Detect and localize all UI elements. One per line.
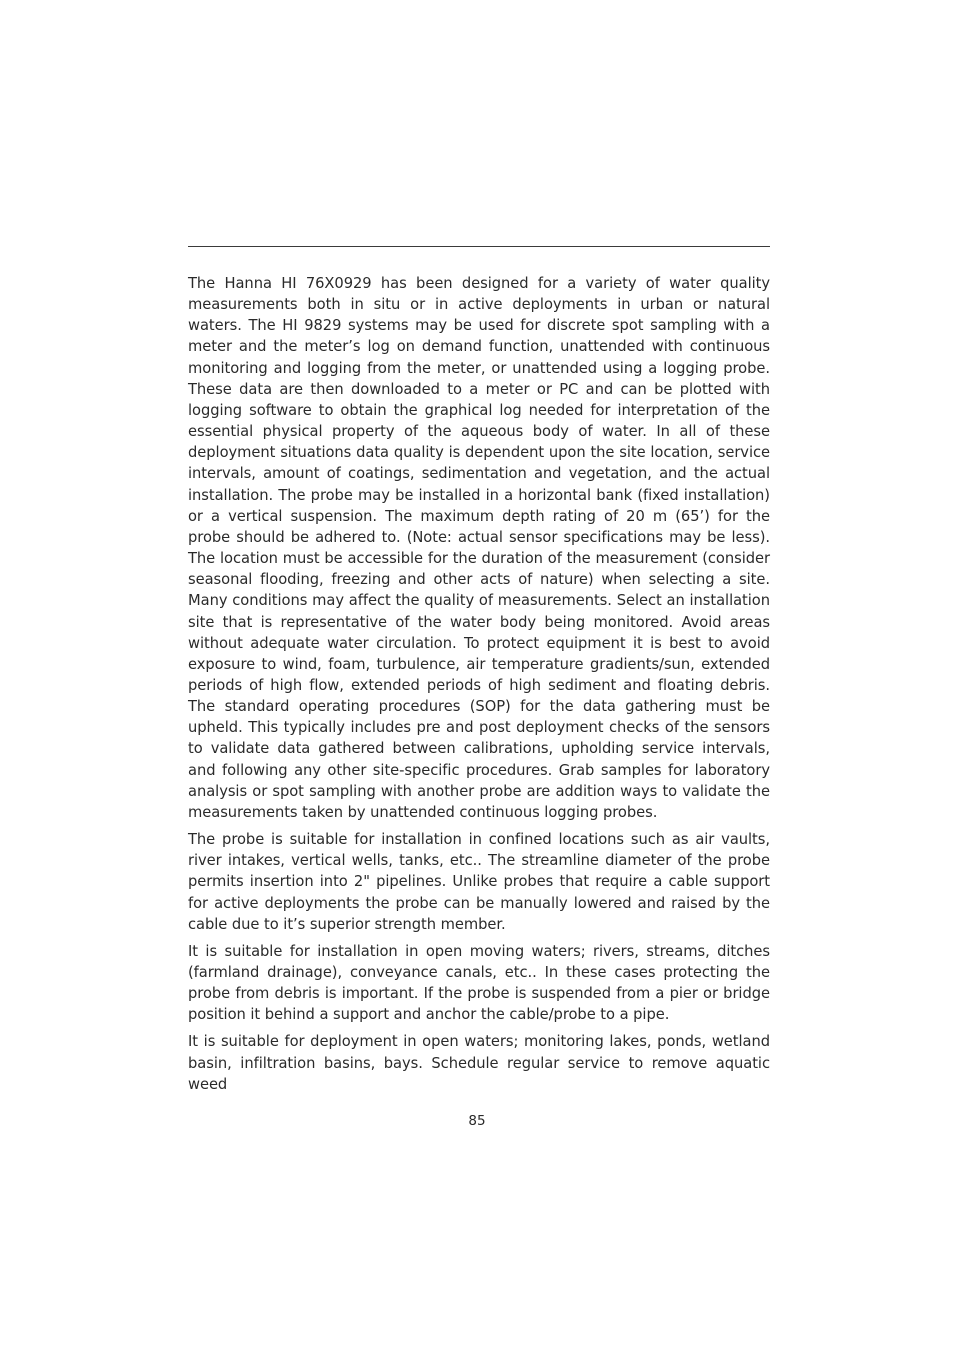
header-rule — [188, 246, 770, 247]
page-number: 85 — [468, 1113, 486, 1129]
body-text — [188, 273, 770, 1101]
paragraph-3: It is suitable for installation in open moving waters; rivers, streams, ditches (farmland drainage), conveyance canals, etc.. In these cases protecting the probe from debris is important. If the probe is suspended from a pier or bridge position it behind a support and anchor the cable/probe to a pipe. — [188, 942, 770, 1024]
paragraph-1: The Hanna HI 76X0929 has been designed for a variety of water quality measurements both in situ or in active deployments in urban or natural waters. The HI 9829 systems may be used for discrete spot sampling with a meter and the meter’s log on demand function, unattended with continuous monitoring and logging from the meter, or unattended using a logging probe. These data are then downloaded to a meter or PC and can be plotted with logging software to obtain the graphical log needed for interpretation of the essential physical property of the aqueous body of water. In all of these deployment situations data quality is dependent upon the site location, service intervals, amount of coatings, sedimentation and vegetation, and the actual installation. The probe may be installed in a horizontal bank (fixed installation) or a vertical suspension. The maximum depth rating of 20 m (65’) for the probe should be adhered to. (Note: actual sensor specifications may be less). The location must be accessible for the duration of the measurement (consider seasonal flooding, freezing and other acts of nature) when selecting a site. Many conditions may affect the quality of measurements. Select an installation site that is representative of the water body being monitored. Avoid areas without adequate water circulation. To protect equipment it is best to avoid exposure to wind, foam, turbulence, air temperature gradients/sun, extended periods of high flow, extended periods of high sediment and floating debris. The standard operating procedures (SOP) for the data gathering must be upheld. This typically includes pre and post deployment checks of the sensors to validate data gathered between calibrations, upholding service intervals, and following any other site-specific procedures. Grab samples for laboratory analysis or spot sampling with another probe are addition ways to validate the measurements taken by unattended continuous logging probes. — [188, 275, 770, 821]
paragraph-4: It is suitable for deployment in open waters; monitoring lakes, ponds, wetland basin, infiltration basins, bays. Schedule regular service to remove aquatic weed — [188, 1033, 770, 1093]
paragraph-2: The probe is suitable for installation in confined locations such as air vaults, river intakes, vertical wells, tanks, etc.. The streamline diameter of the probe permits insertion into 2" pipelines. Unlike probes that require a cable support for active deployments the probe can be manually lowered and raised by the cable due to it’s superior strength member. — [188, 831, 770, 933]
